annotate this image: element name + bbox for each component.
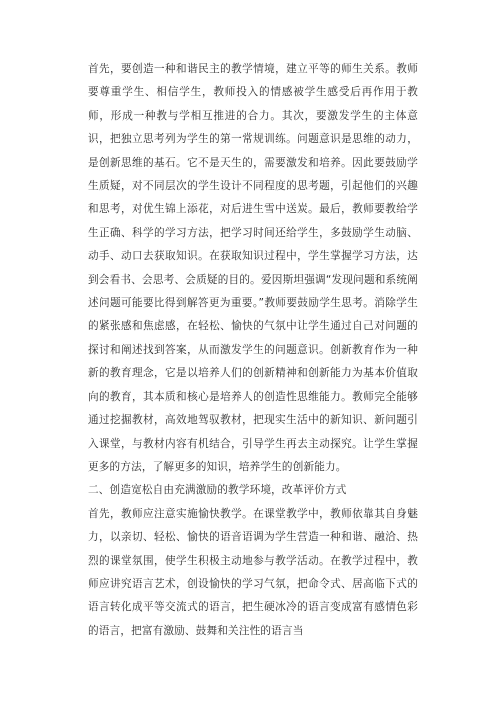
paragraph-teacher-student-relationship: 首先，要创造一种和谐民主的教学情境，建立平等的师生关系。教师要尊重学生、相信学生，教师投入的情感被学生感受后再作用于教师，形成一种教与学相互推进的合力。其次，要激发学生的主体意识，把独立思考列为学生的第一常规训练。问题意识是思维的动力，是创新思维的基石。它不是天生的，需要激发和培养。因此要鼓励学生质疑，对不同层次的学生设计不同程度的思考题，引起他们的兴趣和思考，对优生锦上添花，对后进生雪中送炭。最后，教师要教给学生正确、科学的学习方法，把学习时间还给学生，多鼓励学生动脑、动手、动口去获取知识。在获取知识过程中，学生掌握学习方法，达到会看书、会思考、会质疑的目的。爱因斯坦强调“发现问题和系统阐述问题可能要比得到解答更为重要。”教师要鼓励学生思考。消除学生的紧张感和焦虑感，在轻松、愉快的气氛中让学生通过自己对问题的探讨和阐述找到答案，从而激发学生的问题意识。创新教育作为一种新的教育理念，它是以培养人们的创新精神和创新能力为基本价值取向的教育，其本质和核心是培养人的创造性思维能力。教师完全能够通过挖掘教材，高效地驾驭教材，把现实生活中的新知识、新问题引入课堂，与教材内容有机结合，引导学生再去主动探究。让学生掌握更多的方法，了解更多的知识，培养学生的创新能力。 [88, 63, 418, 473]
paragraph-happy-teaching: 首先，教师应注意实施愉快教学。在课堂教学中，教师依靠其自身魅力，以亲切、轻松、愉快的语音语调为学生营造一种和谐、融洽、热烈的课堂氛围，使学生积极主动地参与教学活动。在教学过程中，教师应讲究语言艺术，创设愉快的学习气氛，把命令式、居高临下式的语言转化成平等交流式的语言，把生硬冰冷的语言变成富有感情色彩的语言，把富有激励、鼓舞和关注性的语言当 [88, 507, 418, 637]
section-heading-2: 二、创造宽松自由充满激励的教学环境，改革评价方式 [88, 484, 347, 497]
document-body [88, 58, 418, 643]
